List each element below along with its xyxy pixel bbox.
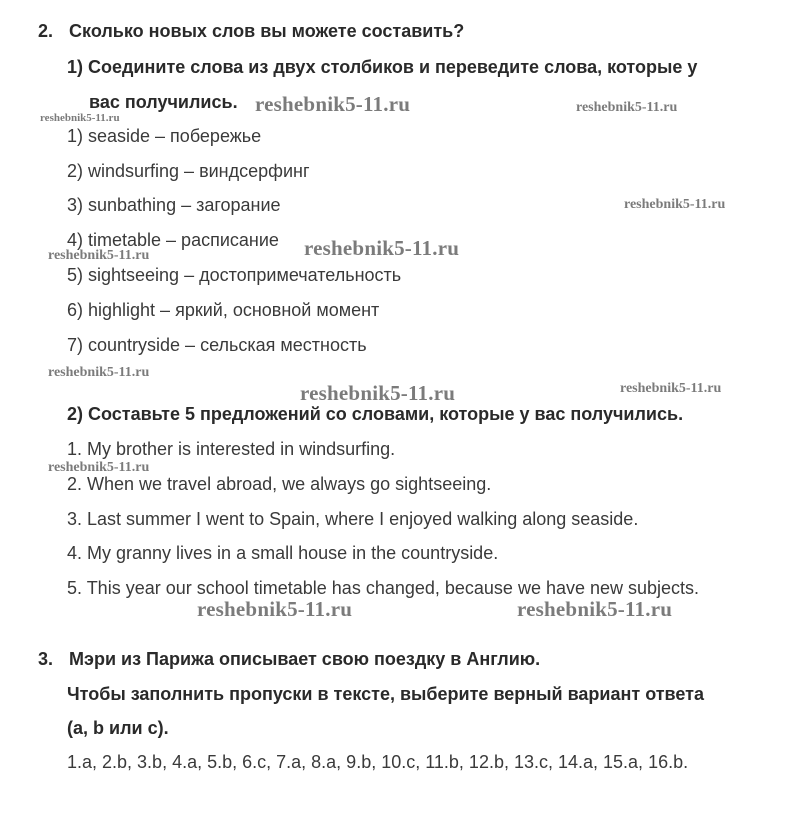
- task2-title: Сколько новых слов вы можете составить?: [69, 21, 465, 41]
- word-item-windsurfing: 2) windsurfing – виндсерфинг: [67, 161, 310, 181]
- watermark-text: reshebnik5-11.ru: [255, 92, 411, 116]
- watermark-text: reshebnik5-11.ru: [300, 381, 456, 405]
- watermark-text: reshebnik5-11.ru: [40, 112, 120, 124]
- task2-number: 2.: [38, 21, 54, 41]
- task2-part2-title: 2) Составьте 5 предложений со словами, которые у вас получились.: [67, 404, 684, 424]
- task3-answers: 1.a, 2.b, 3.b, 4.a, 5.b, 6.c, 7.a, 8.a, 9.b, 10.c, 11.b, 12.b, 13.c, 14.a, 15.a, 16.b.: [67, 752, 689, 772]
- word-item-sunbathing: 3) sunbathing – загорание: [67, 195, 281, 215]
- word-item-seaside: 1) seaside – побережье: [67, 126, 262, 146]
- watermark-text: reshebnik5-11.ru: [620, 381, 722, 396]
- sentence-item-5: 5. This year our school timetable has changed, because we have new subjects.: [67, 578, 700, 598]
- watermark-text: reshebnik5-11.ru: [48, 248, 150, 263]
- watermark-text: reshebnik5-11.ru: [48, 365, 150, 380]
- watermark-text: reshebnik5-11.ru: [517, 597, 673, 621]
- task2-part1-title-line1: 1) Соедините слова из двух столбиков и переведите слова, которые у: [67, 57, 698, 77]
- watermark-text: reshebnik5-11.ru: [197, 597, 353, 621]
- word-item-highlight: 6) highlight – яркий, основной момент: [67, 300, 380, 320]
- watermark-text: reshebnik5-11.ru: [624, 197, 726, 212]
- task3-title: Мэри из Парижа описывает свою поездку в Англию.: [69, 649, 541, 669]
- word-item-sightseeing: 5) sightseeing – достопримечательность: [67, 265, 402, 285]
- sentence-item-2: 2. When we travel abroad, we always go sightseeing.: [67, 474, 492, 494]
- task3-subtitle-line1: Чтобы заполнить пропуски в тексте, выберите верный вариант ответа: [67, 684, 704, 704]
- watermark-text: reshebnik5-11.ru: [576, 100, 678, 115]
- word-item-countryside: 7) countryside – сельская местность: [67, 335, 367, 355]
- task2-heading: [38, 20, 464, 42]
- task3-subtitle-line2: (a, b или c).: [67, 718, 169, 738]
- sentence-item-1: 1. My brother is interested in windsurfing.: [67, 439, 396, 459]
- task3-heading: [38, 648, 540, 670]
- task2-part1-title-line2: вас получились.: [89, 92, 238, 112]
- sentence-item-4: 4. My granny lives in a small house in the countryside.: [67, 543, 499, 563]
- watermark-text: reshebnik5-11.ru: [304, 236, 460, 260]
- word-item-timetable: 4) timetable – расписание: [67, 230, 279, 250]
- watermark-text: reshebnik5-11.ru: [48, 460, 150, 475]
- sentence-item-3: 3. Last summer I went to Spain, where I enjoyed walking along seaside.: [67, 509, 639, 529]
- task3-number: 3.: [38, 649, 54, 669]
